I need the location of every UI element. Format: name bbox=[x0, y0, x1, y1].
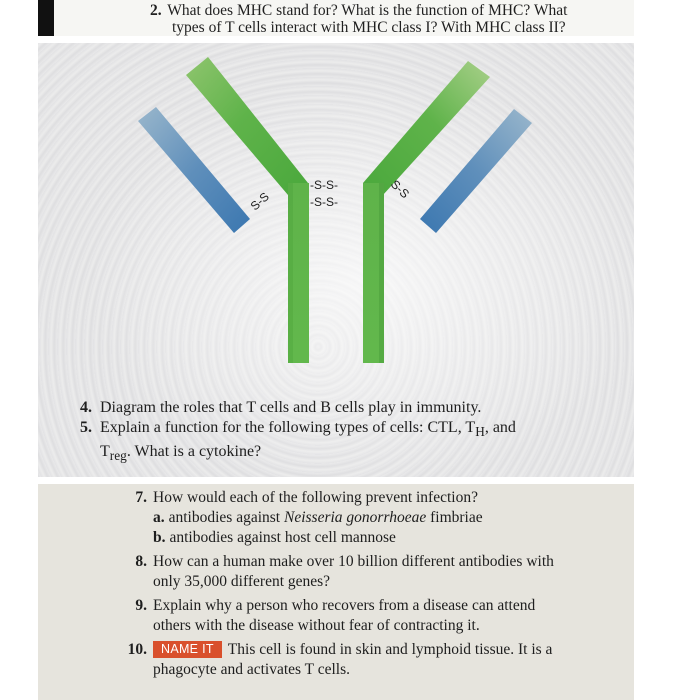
question-7a-tail: fimbriae bbox=[426, 509, 483, 526]
questions-7-10 bbox=[115, 488, 615, 684]
question-2 bbox=[150, 2, 620, 36]
question-2-number: 2. bbox=[150, 2, 162, 19]
question-5-number: 5. bbox=[80, 419, 92, 436]
disulfide-bond-center-2: -S-S- bbox=[310, 195, 338, 209]
question-7-text: How would each of the following prevent infection? bbox=[153, 489, 478, 506]
question-8-line-2: only 35,000 different genes? bbox=[153, 573, 331, 590]
question-9 bbox=[115, 596, 615, 636]
question-4-number: 4. bbox=[80, 399, 92, 416]
disulfide-bond-left: S-S bbox=[247, 189, 272, 214]
question-7-number: 7. bbox=[135, 489, 147, 506]
question-10-number: 10. bbox=[127, 641, 147, 658]
question-7b-text: antibodies against host cell mannose bbox=[169, 529, 396, 546]
disulfide-bond-center-1: -S-S- bbox=[310, 178, 338, 192]
question-10-line-2: phagocyte and activates T cells. bbox=[153, 661, 350, 678]
name-it-badge: NAME IT bbox=[153, 641, 222, 658]
question-9-line-1: Explain why a person who recovers from a disease can attend bbox=[153, 597, 536, 614]
question-9-line-2: others with the disease without fear of contracting it. bbox=[153, 617, 480, 634]
question-5-sub-h: H bbox=[475, 424, 485, 440]
question-5-sub-reg: reg bbox=[109, 448, 127, 464]
stem-left-shade bbox=[288, 183, 293, 363]
question-4 bbox=[80, 398, 620, 418]
question-7a-text: antibodies against bbox=[168, 509, 284, 526]
question-7 bbox=[115, 488, 615, 548]
question-5-line-2 bbox=[80, 442, 620, 466]
question-10-line-1: This cell is found in skin and lymphoid tissue. It is a bbox=[227, 641, 553, 658]
question-5 bbox=[80, 418, 620, 466]
question-8 bbox=[115, 552, 615, 592]
antibody-diagram bbox=[38, 43, 634, 403]
question-5-line-1b: , and bbox=[484, 419, 516, 436]
stem-right-shade bbox=[379, 183, 384, 363]
question-5-line-1a: Explain a function for the following types of cells: CTL, T bbox=[100, 419, 476, 436]
questions-4-5 bbox=[80, 398, 620, 466]
question-7b bbox=[115, 528, 615, 548]
question-7a bbox=[115, 508, 615, 528]
question-5-line-2b: . What is a cytokine? bbox=[126, 443, 262, 461]
question-2-line-1: What does MHC stand for? What is the function of MHC? What bbox=[167, 2, 568, 19]
question-10 bbox=[115, 640, 615, 680]
question-2-line-2: types of T cells interact with MHC class I? With MHC class II? bbox=[172, 19, 566, 36]
question-8-number: 8. bbox=[135, 553, 147, 570]
disulfide-bond-right: S-S bbox=[387, 177, 413, 202]
question-7a-italic: Neisseria gonorrhoeae bbox=[284, 509, 427, 526]
question-7b-letter: b. bbox=[153, 529, 166, 546]
question-5-line-2a: T bbox=[100, 443, 110, 461]
question-7a-letter: a. bbox=[153, 509, 165, 526]
photo-dark-edge bbox=[38, 0, 54, 36]
question-9-number: 9. bbox=[135, 597, 147, 614]
question-4-text: Diagram the roles that T cells and B cells play in immunity. bbox=[100, 399, 482, 416]
question-8-line-1: How can a human make over 10 billion different antibodies with bbox=[153, 553, 554, 570]
